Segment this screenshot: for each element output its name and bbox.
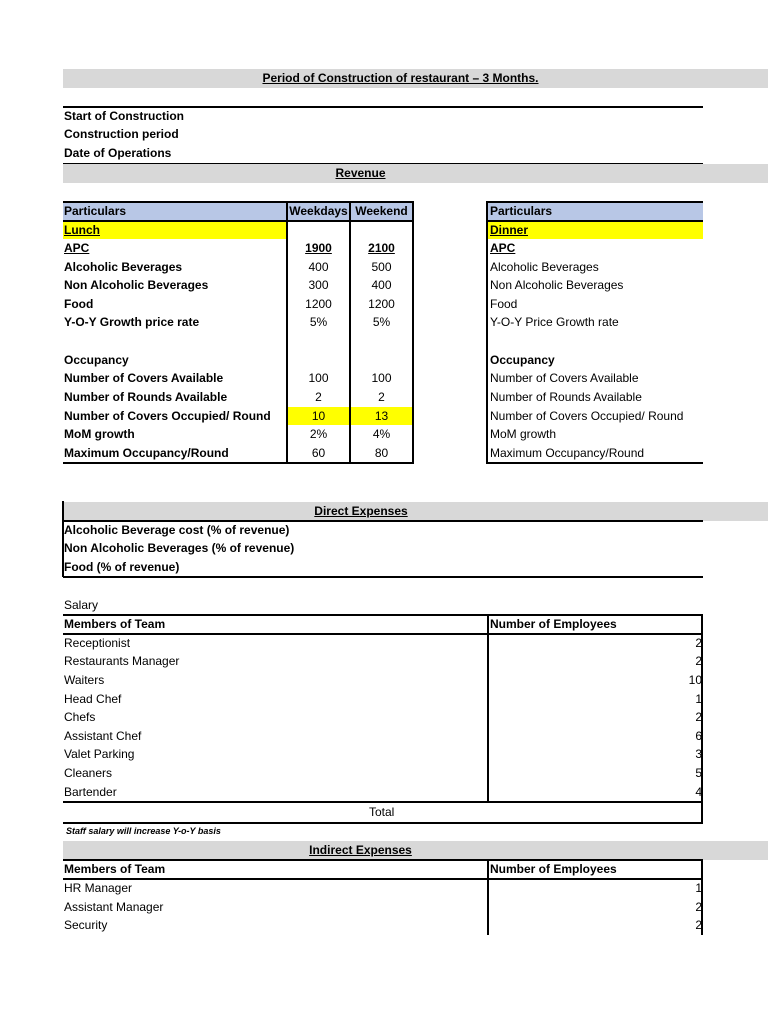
lunch-weekend-value: 400 <box>371 278 392 292</box>
lunch-occupancy-row-label: MoM growth <box>64 427 135 441</box>
indirect-count: 2 <box>695 900 702 914</box>
salary-count: 3 <box>695 747 702 761</box>
salary-note: Staff salary will increase Y-o-Y basis <box>66 826 221 836</box>
direct-title: Direct Expenses <box>314 504 408 518</box>
salary-col-divider <box>487 614 489 803</box>
lunch-occupancy-row-label: Number of Covers Occupied/ Round <box>64 409 271 423</box>
lunch-occupancy-label: Occupancy <box>64 353 129 367</box>
construction-row: Date of Operations <box>64 146 172 160</box>
dinner-row-label: Y-O-Y Price Growth rate <box>490 315 619 329</box>
indirect-role: Security <box>64 918 108 932</box>
direct-title-band <box>64 502 768 521</box>
dinner-occupancy-row-label: MoM growth <box>490 427 557 441</box>
salary-count: 4 <box>695 785 702 799</box>
lunch-label: Lunch <box>64 223 100 237</box>
lunch-weekend-value: 100 <box>371 371 392 385</box>
lunch-occupancy-row-label: Maximum Occupancy/Round <box>64 446 229 460</box>
construction-row: Construction period <box>64 127 179 141</box>
lunch-occupancy-row-label: Number of Rounds Available <box>64 390 228 404</box>
indirect-count: 1 <box>695 881 702 895</box>
lunch-weekdays-value: 400 <box>308 260 329 274</box>
lunch-weekdays-value: 10 <box>311 409 326 423</box>
direct-row: Food (% of revenue) <box>64 560 180 574</box>
dinner-header-particulars: Particulars <box>490 204 553 218</box>
lunch-weekdays-value: 60 <box>311 446 326 460</box>
indirect-col-divider <box>487 859 489 935</box>
lunch-bottom-border <box>63 462 414 464</box>
dinner-row-label: Non Alcoholic Beverages <box>490 278 624 292</box>
dinner-label: Dinner <box>490 223 529 237</box>
construction-title-band <box>63 69 768 88</box>
salary-count: 6 <box>695 729 702 743</box>
salary-role: Waiters <box>64 673 105 687</box>
salary-count: 10 <box>688 673 702 687</box>
indirect-count: 2 <box>695 918 702 932</box>
lunch-weekend-value: 80 <box>374 446 389 460</box>
dinner-left-border <box>486 201 488 464</box>
lunch-row-label: Food <box>64 297 94 311</box>
lunch-header-border <box>63 220 414 222</box>
dinner-row-label: Food <box>490 297 518 311</box>
lunch-weekend-value: 4% <box>372 427 391 441</box>
indirect-header-employees: Number of Employees <box>490 862 617 876</box>
lunch-weekdays-value: 1200 <box>305 297 332 311</box>
divider <box>63 576 703 578</box>
revenue-title-band <box>63 164 768 183</box>
lunch-header-weekend: Weekend <box>355 204 408 218</box>
lunch-weekend-value: 5% <box>372 315 391 329</box>
lunch-row-label: APC <box>64 241 90 255</box>
dinner-occupancy-row-label: Number of Covers Available <box>490 371 639 385</box>
salary-bottom-border <box>63 822 703 824</box>
salary-label: Salary <box>64 598 99 612</box>
lunch-header-weekdays: Weekdays <box>289 204 348 218</box>
salary-header-employees: Number of Employees <box>490 617 617 631</box>
lunch-weekdays-value: 2% <box>309 427 328 441</box>
salary-role: Restaurants Manager <box>64 654 180 668</box>
salary-role: Receptionist <box>64 636 131 650</box>
dinner-occupancy-row-label: Number of Rounds Available <box>490 390 642 404</box>
indirect-role: Assistant Manager <box>64 900 164 914</box>
salary-count: 5 <box>695 766 702 780</box>
dinner-occupancy-row-label: Maximum Occupancy/Round <box>490 446 645 460</box>
salary-role: Assistant Chef <box>64 729 142 743</box>
dinner-row-label: Alcoholic Beverages <box>490 260 599 274</box>
dinner-row-label: APC <box>490 241 516 255</box>
salary-role: Head Chef <box>64 692 122 706</box>
indirect-title-band <box>63 841 768 860</box>
lunch-weekend-value: 1200 <box>368 297 395 311</box>
lunch-weekdays-value: 1900 <box>305 241 332 255</box>
revenue-title: Revenue <box>335 166 386 180</box>
lunch-header-particulars: Particulars <box>64 204 127 218</box>
salary-role: Bartender <box>64 785 117 799</box>
salary-role: Chefs <box>64 710 96 724</box>
lunch-row-label: Non Alcoholic Beverages <box>64 278 209 292</box>
salary-count: 2 <box>695 710 702 724</box>
dinner-bottom-border <box>486 462 703 464</box>
direct-row: Alcoholic Beverage cost (% of revenue) <box>64 523 290 537</box>
lunch-weekdays-value: 2 <box>315 390 322 404</box>
lunch-weekdays-value: 5% <box>309 315 328 329</box>
lunch-weekdays-value: 100 <box>308 371 329 385</box>
salary-count: 2 <box>695 636 702 650</box>
dinner-occupancy-row-label: Number of Covers Occupied/ Round <box>490 409 684 423</box>
indirect-header-team: Members of Team <box>64 862 166 876</box>
salary-count: 1 <box>695 692 702 706</box>
indirect-title: Indirect Expenses <box>309 843 412 857</box>
salary-count: 2 <box>695 654 702 668</box>
lunch-weekdays-value: 300 <box>308 278 329 292</box>
salary-role: Valet Parking <box>64 747 135 761</box>
dinner-occupancy-label: Occupancy <box>490 353 555 367</box>
lunch-weekend-value: 13 <box>374 409 389 423</box>
direct-row: Non Alcoholic Beverages (% of revenue) <box>64 541 295 555</box>
lunch-row-label: Y-O-Y Growth price rate <box>64 315 200 329</box>
construction-row: Start of Construction <box>64 109 184 123</box>
salary-header-team: Members of Team <box>64 617 166 631</box>
lunch-weekend-value: 2100 <box>368 241 395 255</box>
lunch-right-border <box>412 201 414 464</box>
lunch-occupancy-row-label: Number of Covers Available <box>64 371 224 385</box>
indirect-role: HR Manager <box>64 881 133 895</box>
salary-total-label: Total <box>369 805 395 819</box>
salary-role: Cleaners <box>64 766 113 780</box>
lunch-weekend-value: 500 <box>371 260 392 274</box>
lunch-row-label: Alcoholic Beverages <box>64 260 183 274</box>
lunch-weekend-value: 2 <box>378 390 385 404</box>
construction-title: Period of Construction of restaurant – 3 Months. <box>262 71 539 85</box>
